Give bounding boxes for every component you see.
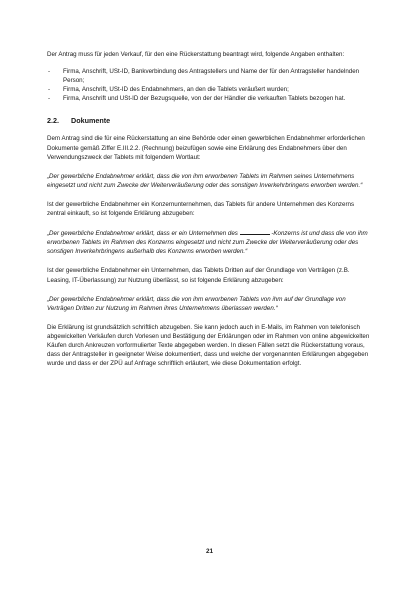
section-title: Dokumente [71,116,111,126]
list-item: - Firma, Anschrift, USt-ID, Bankverbindung des Antragstellers und Name der für den Antragsteller handelnden Person; [48,68,360,85]
documents-paragraph: Dem Antrag sind die für eine Rückerstattung an eine Behörde oder einen gewerblichen Endabnehmer erforderlichen Dokumente gemäß Ziffer E.III.2.2. (Rechnung) beizufügen sowie eine Erklärung des Endabnehmers über den Verwendungszweck der Tablets mit folgendem Wortlaut: [47,135,365,161]
declaration-quote-2 [47,228,374,256]
page-content [47,50,374,368]
list-item: - Firma, Anschrift, USt-ID des Endabnehmers, an den die Tablets veräußert wurden; [48,86,289,94]
list-item-text: Firma, Anschrift und USt-ID der Bezugsquelle, von der der Händler die verkauften Tablets bezogen hat. [63,95,346,103]
declaration-quote-3: „Der gewerbliche Endabnehmer erklärt, dass die von ihm erworbenen Tablets von ihm auf der Grundlage von Verträgen Dritten zur Nutzung im Rahmen ihres Unternehmens überlassen werden.“ [47,295,346,312]
written-declaration-paragraph: Die Erklärung ist grundsätzlich schriftlich abzugeben. Sie kann jedoch auch in E-Mails, im Rahmen von telefonisch abgewickelten Verkäufen durch Vorlesen und Bestätigung der Erklärungen oder im Rahmen von online abgewickelten Käufen durch Ankreuzen vorformulierter Texte abgegeben werden. In diesen Fällen setzt die Rückerstattung voraus, dass der Antragsteller in geeigneter Weise dokumentiert, dass und welche der vorgenannten Erklärungen abgegeben wurde und dass er der ZPÜ auf Anfrage schriftlich erläutert, wie diese Dokumentation erfolgt. [47,323,370,368]
section-heading [47,116,374,126]
quote2-text-after: -Konzerns ist und dass die von ihm erworbenen Tablets im Rahmen des Konzerns eingesetzt und nicht zum Zwecke der Weiterveräußerung oder des sonstigen Inverkehrbringens außerhalb des Konzerns erworben werden.“ [47,230,368,256]
list-item: - Firma, Anschrift und USt-ID der Bezugsquelle, von der der Händler die verkauften Tablets bezogen hat. [48,95,346,103]
leasing-paragraph: Ist der gewerbliche Endabnehmer ein Unternehmen, das Tablets Dritten auf der Grundlage von Verträgen (z.B. Leasing, IT-Überlassung) zur Nutzung überlässt, so ist folgende Erklärung abzugeben: [47,267,350,284]
page-number: 21 [205,548,214,555]
requirements-list [47,67,374,103]
section-number: 2.2. [47,116,59,126]
list-item-text: Firma, Anschrift, USt-ID, Bankverbindung des Antragstellers und Name der für den Antragsteller handelnden Person; [63,68,360,85]
group-company-paragraph: Ist der gewerbliche Endabnehmer ein Konzernunternehmen, das Tablets für andere Unternehmen des Konzerns zentral einkauft, so ist folgende Erklärung abzugeben: [47,200,355,218]
list-item-text: Firma, Anschrift, USt-ID des Endabnehmers, an den die Tablets veräußert wurden; [63,86,289,94]
declaration-quote-1: „Der gewerbliche Endabnehmer erklärt, dass die von ihm erworbenen Tablets im Rahmen seines Unternehmens eingesetzt und nicht zum Zwecke der Weiterveräußerung oder des sonstigen Inverkehrbringens erworben werden.“ [47,172,363,189]
blank-line [240,228,270,235]
intro-paragraph: Der Antrag muss für jeden Verkauf, für den eine Rückerstattung beantragt wird, folgende Angaben enthalten: [47,51,345,58]
quote2-text-before: „Der gewerbliche Endabnehmer erklärt, dass er ein Unternehmen des [47,230,238,238]
